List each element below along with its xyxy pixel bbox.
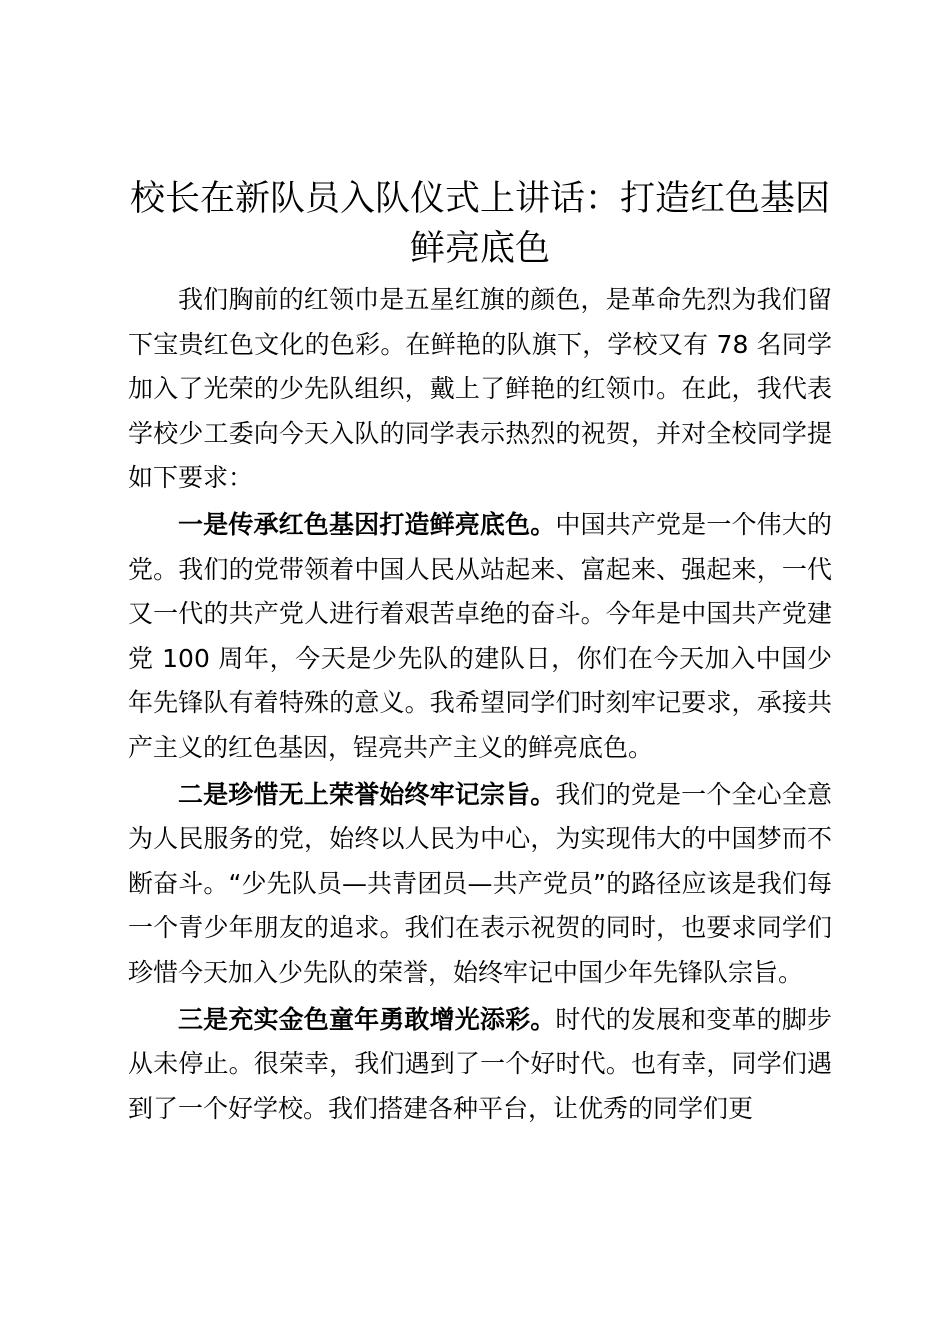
section-paragraph-2 xyxy=(128,773,832,996)
document-page xyxy=(128,174,832,1131)
section-lead-3: 三是充实金色童年勇敢增光添彩。 xyxy=(178,1004,556,1034)
intro-paragraph: 我们胸前的红领巾是五星红旗的颜色，是革命先烈为我们留下宝贵红色文化的色彩。在鲜艳的队旗下，学校又有 78 名同学加入了光荣的少先队组织，戴上了鲜艳的红领巾。在此，我代表学校少工委向今天入队的同学表示热烈的祝贺，并对全校同学提如下要求： xyxy=(128,285,832,493)
section-lead-1: 一是传承红色基因打造鲜亮底色。 xyxy=(178,509,556,539)
section-text-3: 时代的发展和变革的脚步从未停止。很荣幸，我们遇到了一个好时代。也有幸，同学们遇到了一个好学校。我们搭建各种平台，让优秀的同学们更 xyxy=(128,1004,832,1123)
section-paragraph-3 xyxy=(128,998,832,1132)
section-paragraph-1 xyxy=(128,503,832,771)
document-title: 校长在新队员入队仪式上讲话：打造红色基因鲜亮底色 xyxy=(129,179,830,269)
section-lead-2: 二是珍惜无上荣誉始终牢记宗旨。 xyxy=(178,779,556,809)
section-text-1: 中国共产党是一个伟大的党。我们的党带领着中国人民从站起来、富起来、强起来，一代又一代的共产党人进行着艰苦卓绝的奋斗。今年是中国共产党建党 100 周年，今天是少先队的建队日，你们在今天加入中国少年先锋队有着特殊的意义。我希望同学们时刻牢记要求，承接共产主义的红色基因，锃亮共产主义的鲜亮底色。 xyxy=(128,509,832,762)
section-text-2: 我们的党是一个全心全意为人民服务的党，始终以人民为中心，为实现伟大的中国梦而不断奋斗。“少先队员—共青团员—共产党员”的路径应该是我们每一个青少年朋友的追求。我们在表示祝贺的同时，也要求同学们珍惜今天加入少先队的荣誉，始终牢记中国少年先锋队宗旨。 xyxy=(128,779,832,987)
